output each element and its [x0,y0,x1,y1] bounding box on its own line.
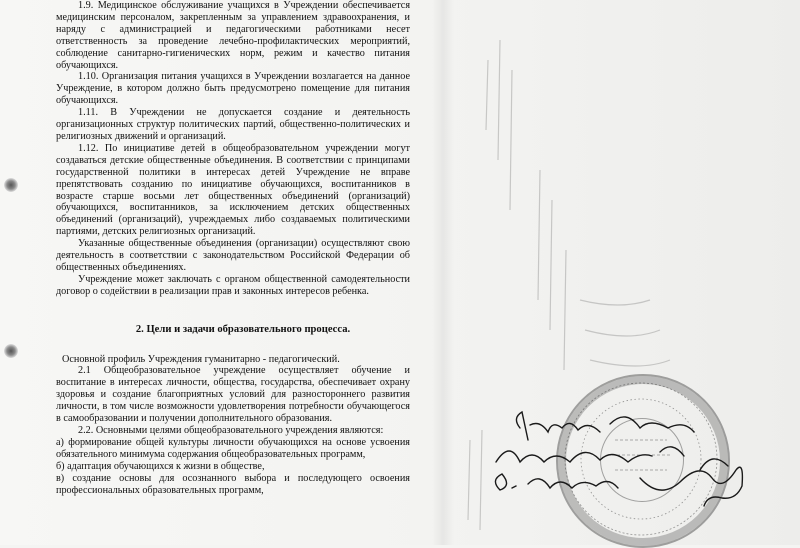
paragraph-2-2: 2.2. Основными целями общеобразовательного учреждения являются: [78,425,384,436]
paragraph-2-1: 2.1 Общеобразовательное учреждение осуществляет обучение и воспитание в интересах личности, общества, государства, обеспечивает охрану здоровья и создание благоприятных условий для разностороннего развития личности, в том числе возможности удовлетворения потребности обучающегося в самообразовании и получении дополнительного образования. [56,365,410,425]
profile-line: Основной профиль Учреждения гуманитарно - педагогический. [62,353,340,365]
paragraph-agreement: Учреждение может заключать с органом общественной самодеятельности договор о содействии в реализации прав и законных интересов ребенка. [56,273,410,297]
paragraph-1-9: 1.9. Медицинское обслуживание учащихся в Учреждении обеспечивается медицинским персоналом, закрепленным за управлением здравоохранения, и наряду с администрацией и педагогическими работниками несет ответственность за проведение лечебно-профилактических мероприятий, соблюдение санитарно-гигиенических норм, режим и качество питания обучающихся. [56,0,410,71]
section-heading: 2. Цели и задачи образовательного процесса. [135,323,351,335]
paragraph-associations: Указанные общественные объединения (организации) осуществляют свою деятельность в соответствии с законодательством Российской Федерации об общественных объединениях. [56,238,410,273]
paragraph-1-11: 1.11. В Учреждении не допускается создание и деятельность организационных структур политических партий, общественно-политических и религиозных движений и организаций. [56,107,410,142]
list-item-b: б) адаптация обучающихся к жизни в обществе, [56,460,265,472]
list-item-c: в) создание основы для осознанного выбора и последующего освоения профессиональных образовательных программ, [56,472,410,496]
list-item-a: а) формирование общей культуры личности обучающихся на основе усвоения обязательного минимума содержания общеобразовательных программ, [56,436,410,460]
paragraph-1-10: 1.10. Организация питания учащихся в Учреждении возлагается на данное Учреждение, в котором должно быть предусмотрено помещение для питания обучающихся. [56,71,410,107]
paragraph-1-12: 1.12. По инициативе детей в общеобразовательном учреждении могут создаваться детские общественные объединения. В соответствии с принципами государственной политики в интересах детей Учреждение не вправе препятствовать созданию по инициативе обучающихся, воспитанников в возрасте старше восьми лет общественных объединений (организаций) обучающихся, воспитанников, за исключением детских общественных объединений (организаций), учреждаемых либо создаваемых политическими партиями, детских религиозных организаций. [56,142,410,238]
